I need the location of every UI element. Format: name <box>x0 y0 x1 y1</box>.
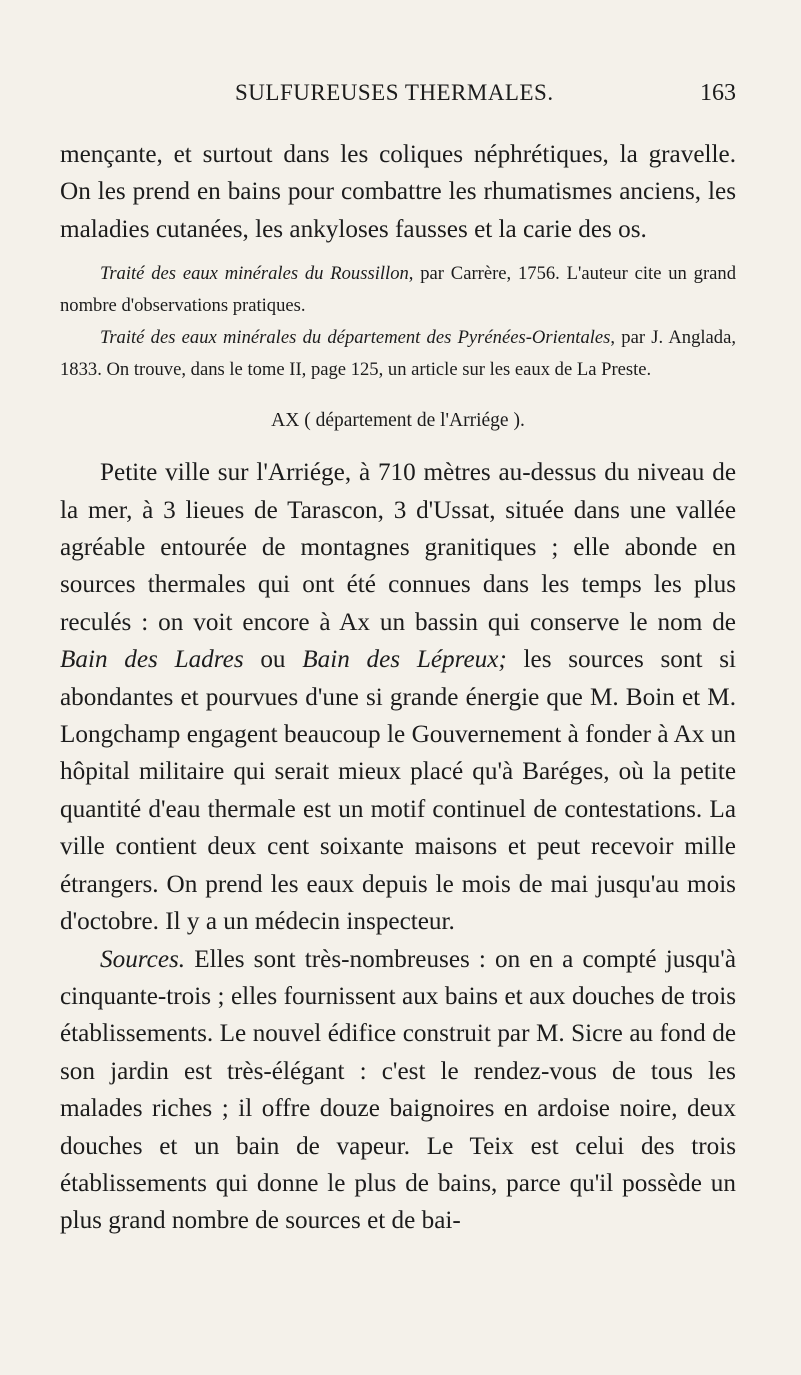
emphasis-bain-des-ladres: Bain des Ladres <box>60 646 244 674</box>
reference-title: Traité des eaux minérales du Roussillon <box>100 263 409 285</box>
section-heading: AX ( département de l'Arriége ). <box>271 410 525 432</box>
reference-title: Traité des eaux minérales du département des Pyrénées-Orientales <box>100 327 611 349</box>
reference-text: , par J. Anglada, 1833. On trouve, dans le tome II, page 125, un article sur les eaux de La Preste. <box>60 327 736 381</box>
reference-carrere <box>60 258 736 322</box>
page-header <box>60 80 736 112</box>
paragraph-sources <box>60 941 736 1240</box>
paragraph-continuation: mençante, et surtout dans les coliques néphrétiques, la gravelle. On les prend en bains pour combattre les rhumatismes anciens, les maladies cutanées, les ankyloses fausses et la carie des os. <box>60 141 736 243</box>
page-number: 163 <box>700 80 736 106</box>
running-title: SULFUREUSES THERMALES. <box>235 80 554 105</box>
emphasis-sources: Sources. <box>100 945 186 973</box>
reference-text: , par Carrère, 1756. L'auteur cite un grand nombre d'observations pratiques. <box>60 263 736 317</box>
paragraph-text: les sources sont si abondantes et pourvues d'une si grande énergie que M. Boin et M. Longchamp engagent beaucoup le Gouvernement à fonder à Ax un hôpital militaire qui serait mieux placé qu'à Baréges, où la petite quantité d'eau thermale est un motif continuel de contestations. La ville contient deux cent soixante maisons et peut recevoir mille étrangers. On prend les eaux depuis le mois de mai jusqu'au mois d'octobre. Il y a un médecin inspecteur. <box>60 646 736 936</box>
emphasis-bain-des-lepreux: Bain des Lépreux; <box>302 646 507 674</box>
body-text <box>60 136 736 1240</box>
paragraph-text: ou <box>243 646 303 674</box>
paragraph-ax-description <box>60 454 736 940</box>
paragraph-text: Petite ville sur l'Arriége, à 710 mètres au-dessus du niveau de la mer, à 3 lieues de Tarascon, 3 d'Ussat, située dans une vallée agréable entourée de montagnes granitiques ; elle abonde en sources thermales qui ont été connues dans les temps les plus reculés : on voit encore à Ax un bassin qui conserve le nom de <box>60 459 736 636</box>
paragraph-text: Elles sont très-nombreuses : on en a compté jusqu'à cinquante-trois ; elles fournissent aux bains et aux douches de trois établissements. Le nouvel édifice construit par M. Sicre au fond de son jardin est très-élégant : c'est le rendez-vous de tous les malades riches ; il offre douze baignoires en ardoise noire, deux douches et un bain de vapeur. Le Teix est celui des trois établissements qui donne le plus de bains, parce qu'il possède un plus grand nombre de sources et de bai- <box>60 945 736 1235</box>
reference-anglada <box>60 322 736 386</box>
